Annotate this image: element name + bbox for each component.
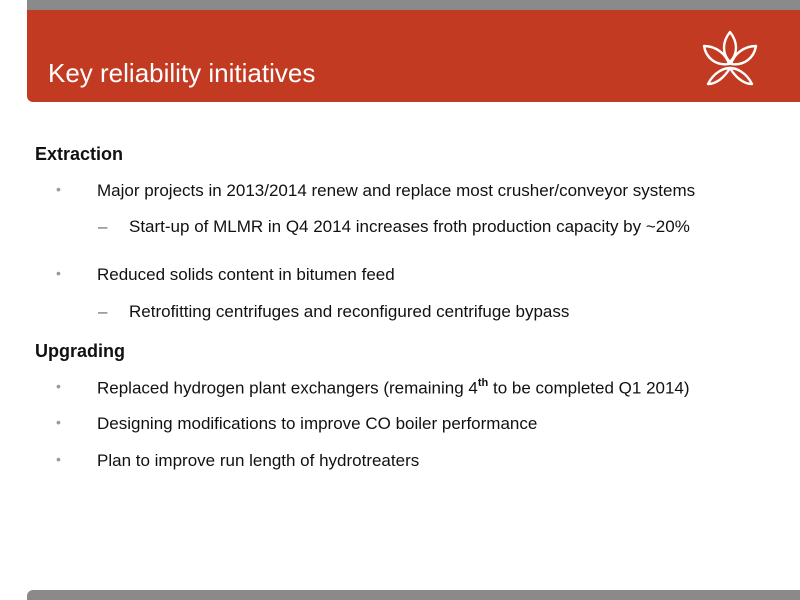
bullet-text: Designing modifications to improve CO boiler performance [97,414,538,433]
dash-marker: – [98,302,108,321]
bullet-marker: • [56,265,61,281]
bullet-text-part: Replaced hydrogen plant exchangers (remaining 4 [97,378,478,398]
bullet-text [97,378,690,399]
bullet-text: Major projects in 2013/2014 renew and replace most crusher/conveyor systems [97,181,696,200]
section-heading-extraction: Extraction [35,144,124,164]
bullet-marker: • [56,378,61,394]
bullet-marker: • [56,414,61,430]
bullet-marker: • [56,451,61,467]
bullet-text: Reduced solids content in bitumen feed [97,265,395,284]
sub-bullet-text: Start-up of MLMR in Q4 2014 increases froth production capacity by ~20% [129,217,690,236]
ordinal-superscript: th [477,377,489,389]
bullet-marker: • [56,181,61,197]
sub-bullet-text: Retrofitting centrifuges and reconfigured centrifuge bypass [129,302,570,321]
dash-marker: – [98,217,108,236]
bullet-text: Plan to improve run length of hydrotreaters [97,451,420,470]
bottom-decorative-bar [27,590,800,600]
slide-title: Key reliability initiatives [48,58,316,88]
section-heading-upgrading: Upgrading [35,341,125,361]
bullet-text-part: to be completed Q1 2014) [488,378,690,398]
